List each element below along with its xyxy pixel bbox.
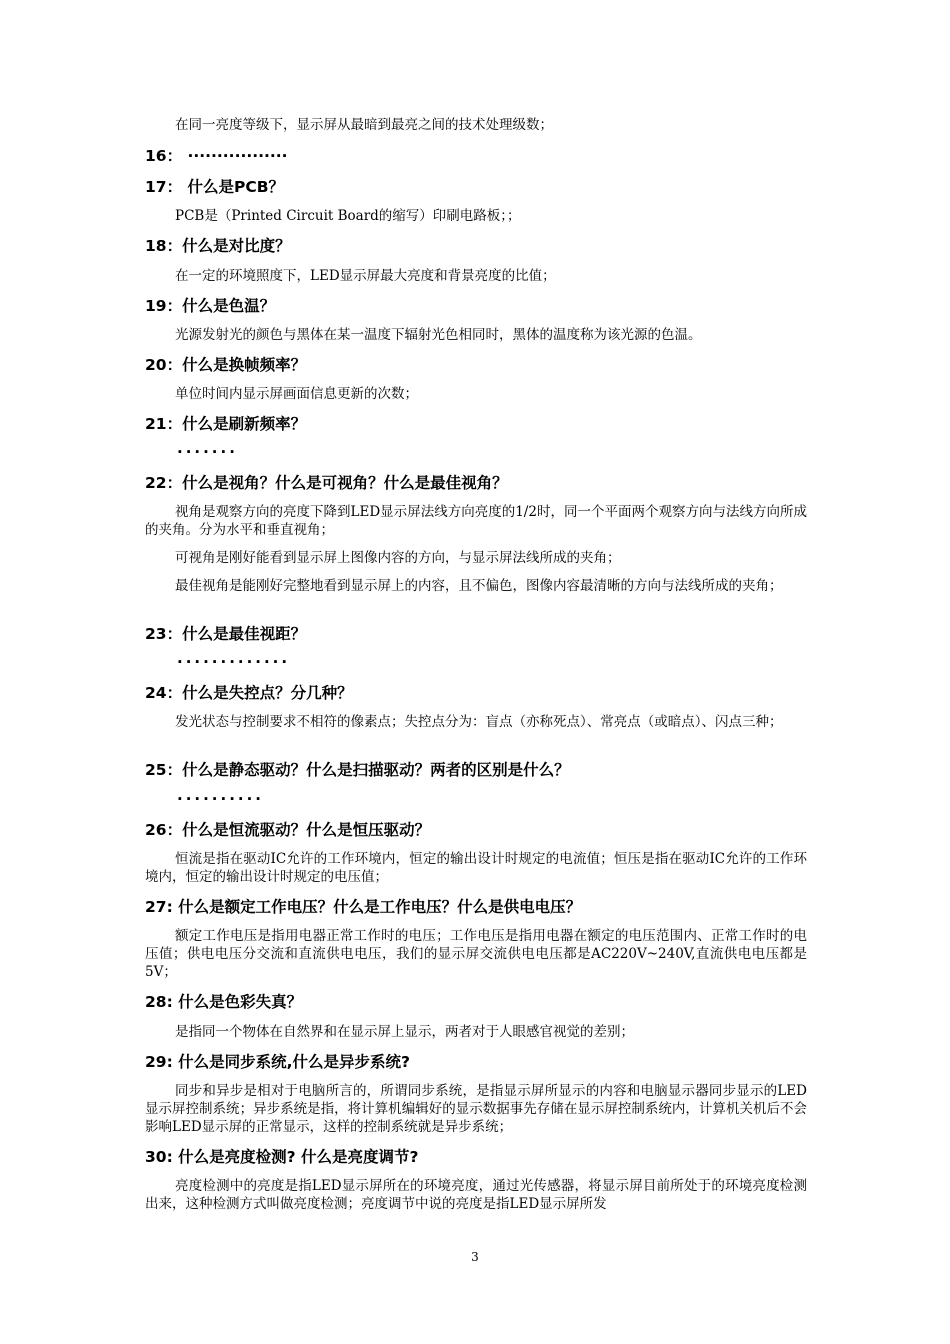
question-heading: 22：什么是视角？什么是可视角？什么是最佳视角？: [145, 474, 508, 492]
paragraph: 视角是观察方向的亮度下降到LED显示屏法线方向亮度的1/2时，同一个平面两个观察方向与法线方向所成的夹角。分为水平和垂直视角；: [145, 504, 807, 538]
question-heading: 17： 什么是PCB？: [145, 178, 285, 196]
paragraph: 光源发射光的颜色与黑体在某一温度下辐射光色相同时，黑体的温度称为该光源的色温。: [175, 327, 702, 343]
question-heading: 20：什么是换帧频率？: [145, 356, 307, 374]
ellipsis-dots: ·············: [177, 653, 291, 671]
ellipsis-dots: ··········: [177, 790, 264, 808]
question-heading: 30: 什么是亮度检测? 什么是亮度调节?: [145, 1148, 419, 1166]
question-heading: 29: 什么是同步系统,什么是异步系统?: [145, 1053, 411, 1071]
question-heading: 16： ·················: [145, 147, 288, 165]
question-heading: 19：什么是色温？: [145, 297, 276, 315]
paragraph: 额定工作电压是指用电器正常工作时的电压；工作电压是指用电器在额定的电压范围内、正常工作时的电压值；供电电压分交流和直流供电电压，我们的显示屏交流供电电压都是AC220V~240V,直流供电电压都是5V；: [145, 928, 807, 980]
paragraph: 单位时间内显示屏画面信息更新的次数；: [175, 386, 418, 402]
paragraph: 在同一亮度等级下，显示屏从最暗到最亮之间的技术处理级数；: [175, 117, 553, 133]
page-number: 3: [471, 1250, 479, 1264]
paragraph: 在一定的环境照度下，LED显示屏最大亮度和背景亮度的比值；: [175, 268, 556, 284]
paragraph: 亮度检测中的亮度是指LED显示屏所在的环境亮度，通过光传感器，将显示屏目前所处于的环境亮度检测出来，这种检测方式叫做亮度检测；亮度调节中说的亮度是指LED显示屏所发: [145, 1178, 807, 1212]
question-heading: 28: 什么是色彩失真？: [145, 993, 303, 1011]
paragraph: 恒流是指在驱动IC允许的工作环境内，恒定的输出设计时规定的电流值；恒压是指在驱动IC允许的工作环境内，恒定的输出设计时规定的电压值；: [145, 851, 807, 885]
question-heading: 27: 什么是额定工作电压？什么是工作电压？什么是供电电压？: [145, 898, 582, 916]
ellipsis-dots: ·······: [177, 443, 238, 461]
paragraph: 可视角是刚好能看到显示屏上图像内容的方向，与显示屏法线所成的夹角；: [175, 550, 621, 566]
paragraph: 同步和异步是相对于电脑所言的，所谓同步系统，是指显示屏所显示的内容和电脑显示器同步显示的LED显示屏控制系统；异步系统是指，将计算机编辑好的显示数据事先存储在显示屏控制系统内，计算机关机后不会影响LED显示屏的正常显示，这样的控制系统就是异步系统；: [145, 1083, 807, 1135]
question-heading: 18：什么是对比度？: [145, 237, 291, 255]
paragraph: 是指同一个物体在自然界和在显示屏上显示，两者对于人眼感官视觉的差别；: [175, 1024, 634, 1040]
question-heading: 21：什么是刷新频率？: [145, 415, 307, 433]
paragraph: 最佳视角是能刚好完整地看到显示屏上的内容，且不偏色，图像内容最清晰的方向与法线所成的夹角；: [175, 578, 783, 594]
paragraph: 发光状态与控制要求不相符的像素点；失控点分为：盲点（亦称死点）、常亮点（或暗点）、闪点三种；: [175, 714, 783, 730]
question-heading: 24：什么是失控点？分几种？: [145, 684, 353, 702]
paragraph: PCB是（Printed Circuit Board的缩写）印刷电路板；；: [175, 208, 521, 224]
question-heading: 26：什么是恒流驱动？什么是恒压驱动？: [145, 821, 431, 839]
question-heading: 25：什么是静态驱动？什么是扫描驱动？两者的区别是什么？: [145, 761, 570, 779]
question-heading: 23：什么是最佳视距？: [145, 625, 307, 643]
